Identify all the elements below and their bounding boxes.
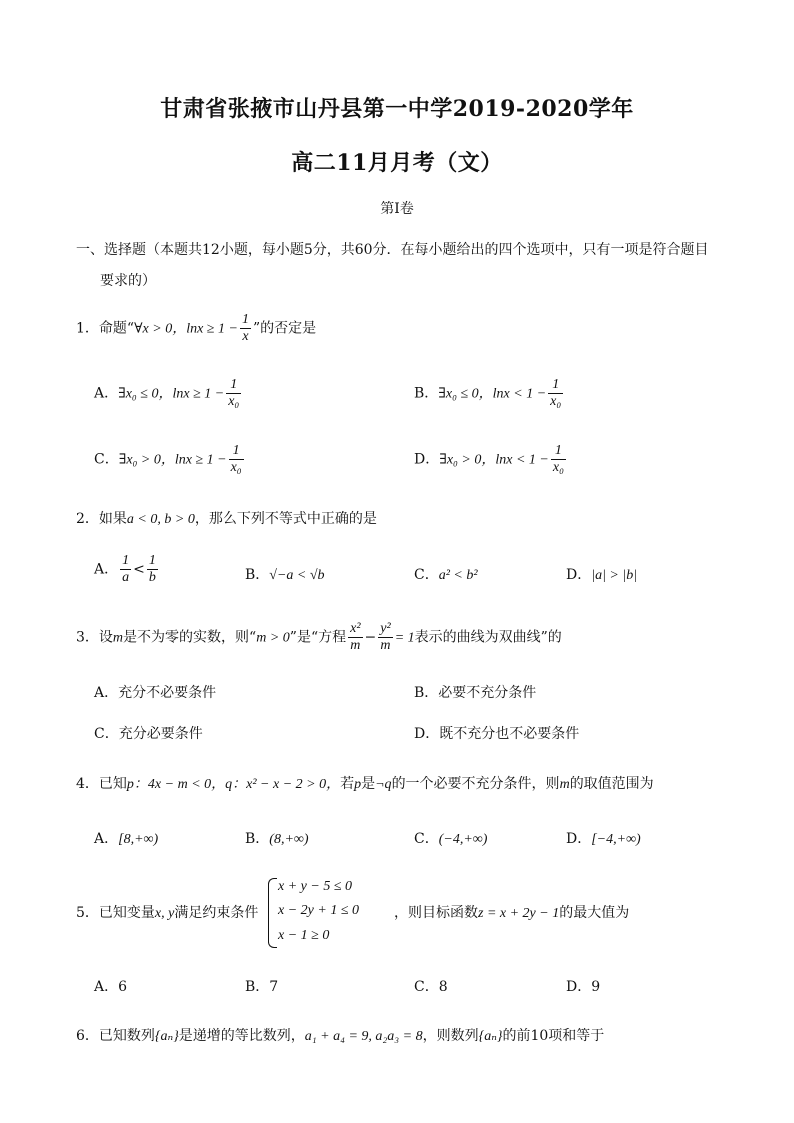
q2-option-d-math: |a| > |b|: [591, 568, 638, 583]
q1-option-d-num: 1: [551, 443, 566, 460]
q4-a-math: [8,+∞): [118, 832, 159, 847]
q1-option-c-num: 1: [229, 443, 244, 460]
q5-vars: x, y: [154, 906, 175, 921]
q4-tail: 的一个必要不充分条件，则: [391, 776, 560, 792]
q5-c-text: 8: [438, 979, 448, 995]
q1-fraction: [240, 312, 251, 345]
q5-seg1: 满足约束条件: [174, 905, 259, 921]
q4-p2: p: [354, 777, 362, 792]
q4-option-c[interactable]: [414, 828, 487, 848]
q3-den1: m: [350, 638, 361, 653]
q4-mid: 若: [340, 776, 355, 792]
q1-option-b-num: 1: [548, 377, 563, 394]
q4-d-label: D．: [566, 831, 592, 847]
q2-a-num1: 1: [122, 553, 130, 568]
q2-a-num2: 1: [148, 553, 156, 568]
q3-d-label: D．: [414, 726, 440, 742]
q3-minus: −: [364, 629, 377, 646]
q5-option-b[interactable]: [245, 976, 278, 996]
q1-option-d[interactable]: [414, 443, 568, 476]
q4-q: q: [225, 777, 233, 792]
q4-c-label: C．: [414, 831, 439, 847]
q5-a-text: 6: [118, 979, 128, 995]
q6-cond: a₁ + a₄ = 9, a₂a₃ = 8: [304, 1029, 423, 1044]
q5-option-c[interactable]: [414, 976, 448, 996]
q2-a-den2: b: [148, 570, 156, 585]
q3-frac1: [348, 621, 362, 654]
q2-option-c-label: C．: [414, 567, 439, 583]
q4-q-expr: ：x² − x − 2 > 0，: [232, 777, 341, 792]
q1-option-c-math: ∃x₀ > 0，lnx ≥ 1 −: [118, 452, 227, 468]
q5-num: 5．已知变量: [76, 905, 155, 921]
section-heading: 一、选择题（本题共12小题，每小题5分，共60分．在每小题给出的四个选项中，只有一项是符合题目: [76, 242, 709, 258]
question-1: [76, 312, 316, 345]
q4-b-label: B．: [245, 831, 270, 847]
q1-option-c-fraction: [229, 443, 244, 476]
q1-option-d-fraction: [551, 443, 566, 476]
q3-option-c[interactable]: [94, 723, 203, 743]
q6-seq2: {aₙ}: [478, 1029, 503, 1044]
q1-option-b-math: ∃x₀ ≤ 0，lnx < 1 −: [438, 386, 547, 402]
q3-a-label: A．: [94, 685, 119, 701]
q3-seg2: ”是“方程: [289, 629, 347, 646]
q2-a-den1: a: [122, 570, 130, 585]
q4-num: 4．已知: [76, 776, 127, 792]
q2-tail: ，那么下列不等式中正确的是: [194, 511, 377, 527]
q1-option-c-label: C．: [94, 451, 119, 468]
volume-label: 第I卷: [380, 201, 414, 217]
constraint-3: x − 1 ≥ 0: [278, 928, 330, 943]
q1-option-b[interactable]: [414, 377, 565, 410]
q3-b-text: 必要不充分条件: [438, 685, 537, 701]
constraint-2: x − 2y + 1 ≤ 0: [278, 903, 360, 918]
q3-seg1: 是不为零的实数，则“: [123, 629, 257, 646]
q4-option-b[interactable]: [245, 828, 309, 848]
q2-option-a-frac1: [120, 553, 131, 586]
q2-option-b-math: √−a < √b: [269, 568, 325, 583]
question-4: [76, 774, 654, 795]
q2-option-c-math: a² < b²: [438, 568, 478, 583]
q5-option-d[interactable]: [566, 976, 600, 996]
q1-option-a-label: A．: [94, 385, 119, 402]
constraint-brace: [268, 878, 277, 948]
q6-seg2: ，则数列: [422, 1028, 479, 1044]
q5-a-label: A．: [94, 979, 119, 995]
q3-a-text: 充分不必要条件: [118, 685, 217, 701]
q1-option-d-math: ∃x₀ > 0，lnx < 1 −: [439, 452, 549, 468]
question-3: [76, 621, 562, 654]
q4-p-expr: ：4x − m < 0，: [133, 777, 226, 792]
question-5: [76, 903, 258, 924]
question-6: [76, 1026, 604, 1047]
q4-p: p: [126, 777, 134, 792]
q3-b-label: B．: [414, 685, 439, 701]
q1-option-a-math: ∃x₀ ≤ 0，lnx ≥ 1 −: [118, 386, 225, 402]
q3-m: m: [112, 630, 124, 646]
q5-option-a[interactable]: [94, 976, 127, 996]
q3-num: 3．设: [76, 629, 113, 646]
q3-eq: = 1: [394, 630, 415, 646]
q3-c-text: 充分必要条件: [118, 726, 203, 742]
q3-num2: y²: [380, 621, 391, 636]
q1-math: ∀x > 0，lnx ≥ 1 −: [134, 321, 238, 337]
q2-option-b[interactable]: [245, 564, 325, 584]
q2-option-d-label: D．: [566, 567, 592, 583]
q4-tail2: 的取值范围为: [569, 776, 654, 792]
q4-m: m: [559, 777, 570, 792]
q1-option-a-den: x₀: [228, 394, 240, 409]
q3-frac2: [378, 621, 392, 654]
q3-den2: m: [380, 638, 391, 653]
q1-option-b-fraction: [548, 377, 563, 410]
q2-option-b-label: B．: [245, 567, 270, 583]
q3-num1: x²: [350, 621, 361, 636]
q1-option-a-fraction: [226, 377, 241, 410]
q5-objective: z = x + 2y − 1: [478, 906, 560, 921]
q4-mid2: 是: [361, 776, 376, 792]
q2-option-d[interactable]: [566, 564, 637, 584]
q4-option-a[interactable]: [94, 828, 158, 848]
title-line-1: 甘肃省张掖市山丹县第一中学2019-2020学年: [160, 96, 634, 122]
question-2: [76, 509, 377, 530]
q1-option-b-den: x₀: [550, 394, 562, 409]
q5-seg2: ，则目标函数: [394, 905, 478, 921]
q3-cond: m > 0: [256, 630, 290, 646]
q5-b-label: B．: [245, 979, 270, 995]
q2-a-lt: <: [133, 561, 145, 578]
q1-num: 1．命题“: [76, 320, 135, 337]
q1-option-a-num: 1: [226, 377, 241, 394]
q1-option-c[interactable]: [94, 443, 246, 476]
q1-option-b-label: B．: [414, 385, 439, 402]
q3-tail: 表示的曲线为双曲线”的: [414, 629, 562, 646]
q1-option-c-den: x₀: [230, 460, 242, 475]
section-heading-cont: 要求的）: [100, 273, 156, 289]
q1-option-d-label: D．: [414, 451, 440, 468]
title-line-2: 高二11月月考（文）: [291, 150, 503, 176]
question-5-tail: [394, 903, 629, 924]
q4-d-math: [−4,+∞): [591, 832, 641, 847]
q5-d-text: 9: [591, 979, 601, 995]
q2-math: a < 0, b > 0: [126, 512, 195, 527]
q4-a-label: A．: [94, 831, 119, 847]
q3-option-a[interactable]: [94, 682, 216, 702]
q1-denominator: x: [242, 329, 249, 344]
q5-b-text: 7: [269, 979, 279, 995]
q1-numerator: 1: [241, 312, 249, 327]
q6-tail: 的前10项和等于: [502, 1028, 605, 1044]
q5-c-label: C．: [414, 979, 439, 995]
q6-num: 6．已知数列: [76, 1028, 155, 1044]
q3-option-d[interactable]: [414, 723, 579, 743]
q1-tail: ”的否定是: [252, 320, 317, 337]
q1-option-a[interactable]: [94, 377, 243, 410]
q1-option-d-den: x₀: [552, 460, 564, 475]
q3-option-b[interactable]: [414, 682, 536, 702]
q5-d-label: D．: [566, 979, 592, 995]
q2-option-a-label: A．: [94, 561, 119, 578]
constraint-1: x + y − 5 ≤ 0: [278, 879, 353, 894]
q3-c-label: C．: [94, 726, 119, 742]
q2-num: 2．如果: [76, 511, 127, 527]
q3-d-text: 既不充分也不必要条件: [439, 726, 580, 742]
q2-option-a[interactable]: [94, 553, 160, 586]
q6-seg1: 是递增的等比数列，: [178, 1028, 305, 1044]
q5-tail: 的最大值为: [559, 905, 630, 921]
q6-seq: {aₙ}: [154, 1029, 179, 1044]
q4-c-math: (−4,+∞): [438, 832, 488, 847]
q4-option-d[interactable]: [566, 828, 641, 848]
q2-option-a-frac2: [147, 553, 158, 586]
q2-option-c[interactable]: [414, 564, 478, 584]
q4-negq: ¬q: [375, 777, 392, 792]
q4-b-math: (8,+∞): [269, 832, 309, 847]
